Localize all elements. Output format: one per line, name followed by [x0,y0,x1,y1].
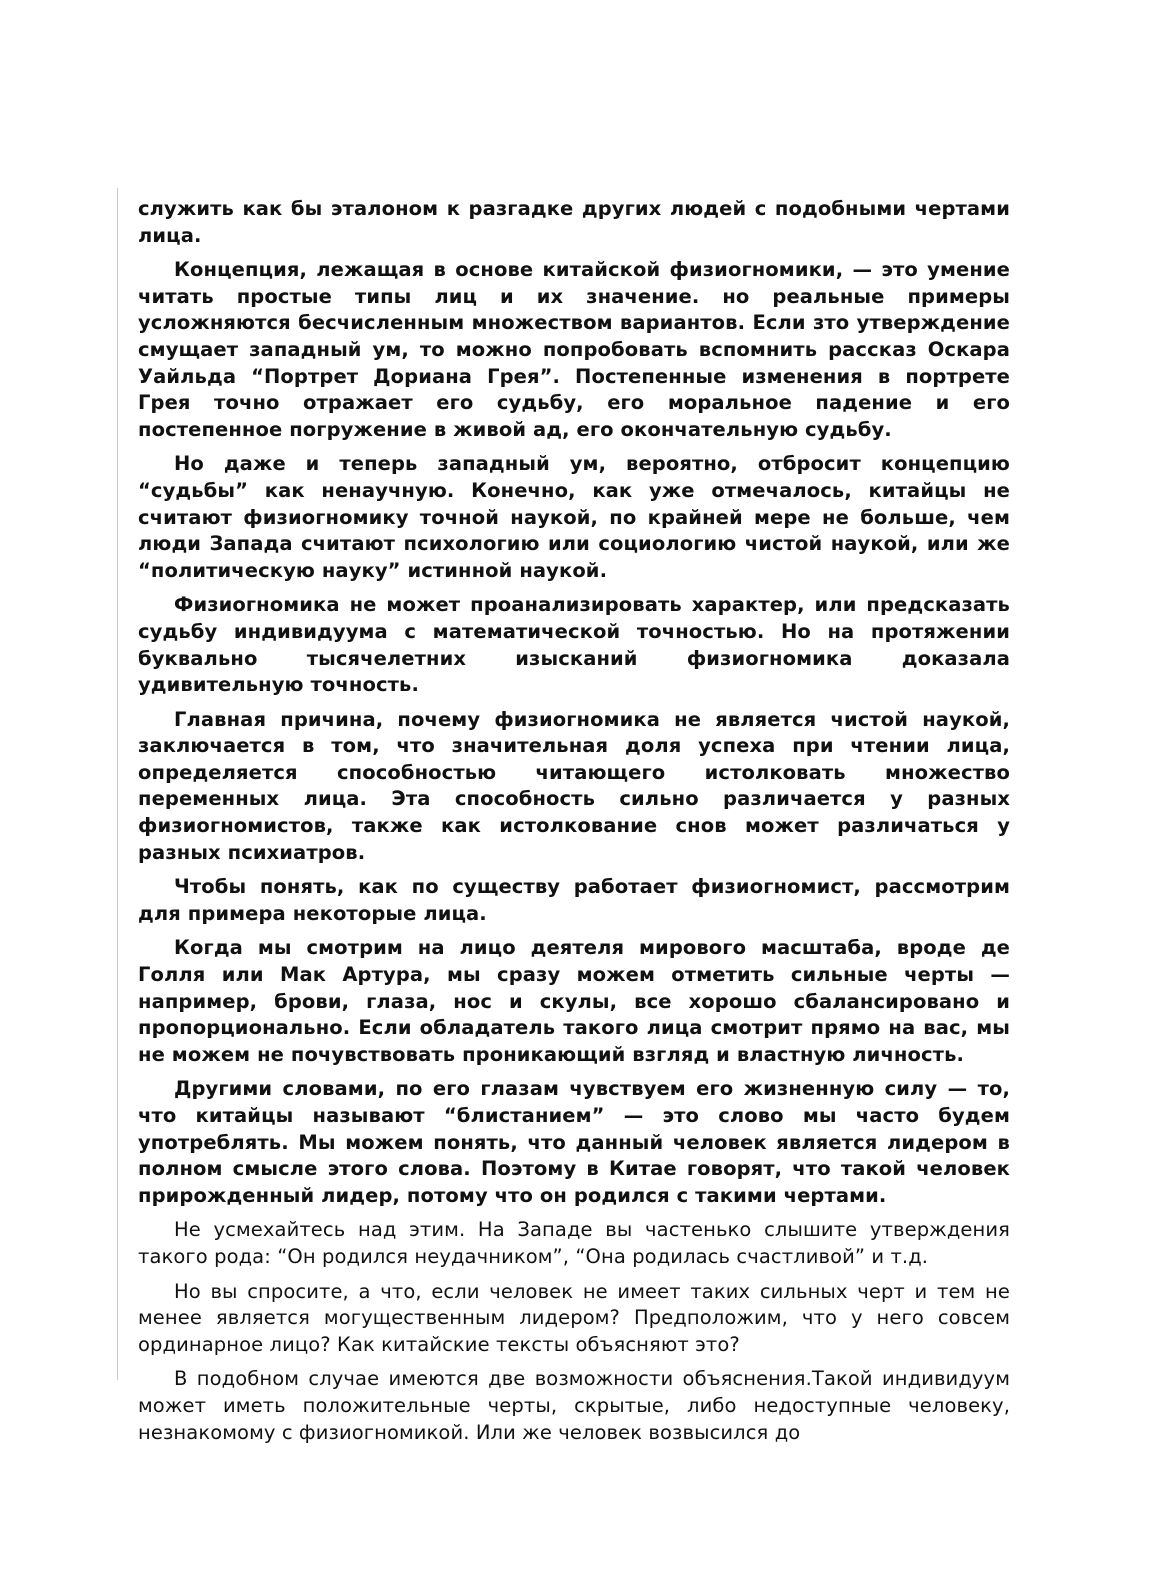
page-text [138,196,1010,1454]
paragraph-5: Главная причина, почему физиогномика не является чистой наукой, заключается в том, что значительная доля успеха при чтении лица, определяется способностью читающего истолковать множество переменных лица. Эта способность сильно различается у разных физиогномистов, также как истолкование снов может различаться у разных психиатров. [138,707,1010,864]
margin-rule [117,188,118,1380]
paragraph-3: Но даже и теперь западный ум, вероятно, отбросит концепцию “судьбы” как ненаучную. Конечно, как уже отмечалось, китайцы не считают физиогномику точной наукой, по крайней мере не больше, чем люди Запада считают психологию или социологию чистой наукой, или же “политическую науку” истинной наукой. [138,452,1010,582]
paragraph-8: Другими словами, по его глазам чувствуем его жизненную силу — то, что китайцы называют “блистанием” — это слово мы часто будем употреблять. Мы можем понять, что данный человек является лидером в полном смысле этого слова. Поэтому в Китае говорят, что такой человек прирожденный лидер, потому что он родился с такими чертами. [138,1077,1010,1207]
paragraph-6: Чтобы понять, как по существу работает физиогномист, рассмотрим для примера некоторые лица. [138,875,1010,925]
paragraph-10: Но вы спросите, а что, если человек не имеет таких сильных черт и тем не менее является могущественным лидером? Предположим, что у него совсем ординарное лицо? Как китайские тексты объясняют это? [138,1279,1010,1356]
paragraph-9: Не усмехайтесь над этим. На Западе вы частенько слышите утверждения такого рода: “Он родился неудачником”, “Она родилась счастливой” и т.д. [138,1218,1010,1268]
paragraph-7: Когда мы смотрим на лицо деятеля мирового масштаба, вроде де Голля или Мак Артура, мы сразу можем отметить сильные черты — например, брови, глаза, нос и скулы, все хорошо сбалансировано и пропорционально. Если обладатель такого лица смотрит прямо на вас, мы не можем не почувствовать проникающий взгляд и властную личность. [138,936,1010,1066]
paragraph-11: В подобном случае имеются две возможности объяснения.Такой индивидуум может иметь положительные черты, скрытые, либо недоступные человеку, незнакомому с физиогномикой. Или же человек возвысился до [138,1367,1010,1444]
paragraph-2: Концепция, лежащая в основе китайской физиогномики, — это умение читать простые типы лиц и их значение. но реальные примеры усложняются бесчисленным множеством вариантов. Если зто утверждение смущает западный ум, то можно попробовать вспомнить рассказ Оскара Уайльда “Портрет Дориана Грея”. Постепенные изменения в портрете Грея точно отражает его судьбу, его моральное падение и его постепенное погружение в живой ад, его окончательную судьбу. [138,258,1010,441]
paragraph-4: Физиогномика не может проанализировать характер, или предсказать судьбу индивидуума с математической точностью. Но на протяжении буквально тысячелетних изысканий физиогномика доказала удивительную точность. [138,593,1010,697]
paragraph-1: служить как бы эталоном к разгадке других людей с подобными чертами лица. [138,197,1010,247]
